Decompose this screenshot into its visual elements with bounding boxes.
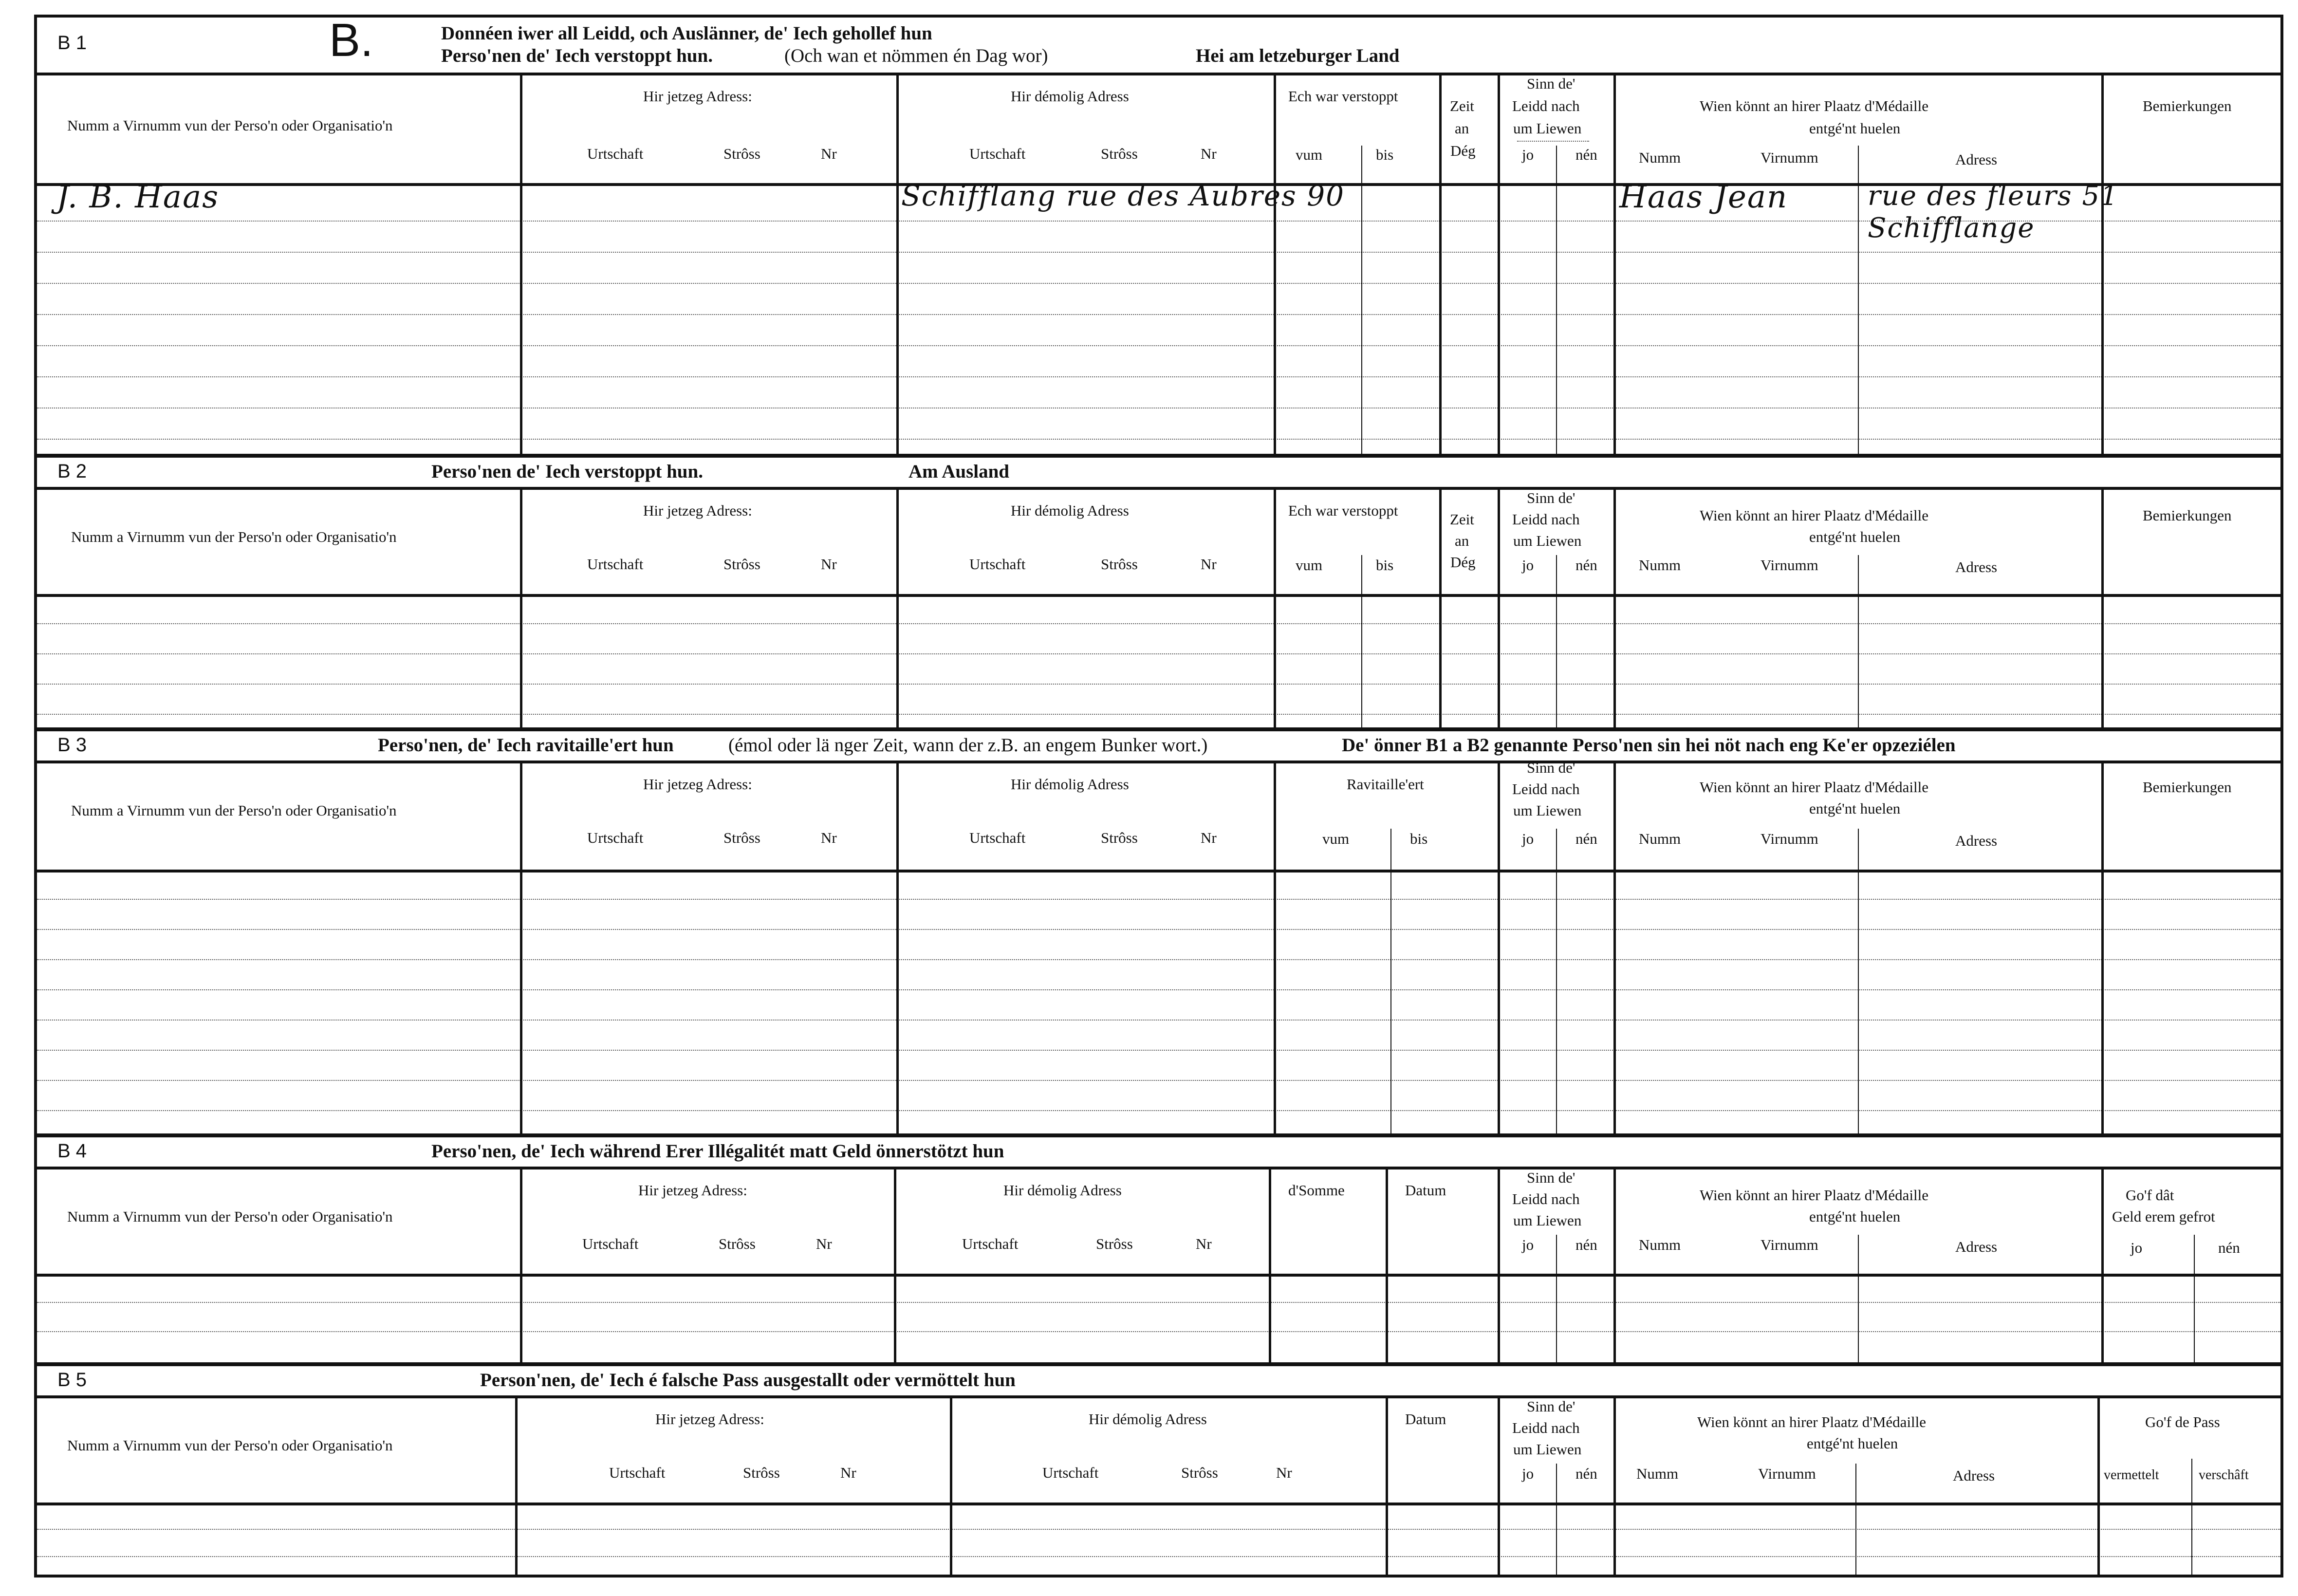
b1-h-for-str: Strôss [1101, 145, 1138, 162]
b5-h-jo: jo [1522, 1465, 1534, 1482]
b1-h-current: Hir jetzeg Adress: [643, 88, 752, 105]
section-b3-title-bar [37, 731, 2280, 763]
b1-h-former: Hir démolig Adress [1011, 88, 1129, 105]
section-b1-title-line1: Donnéen iwer all Leidd, och Auslänner, de' Iech gehollef hun [441, 23, 932, 44]
b3-h-jo: jo [1522, 830, 1534, 847]
b4-h-cur-nr: Nr [816, 1235, 832, 1252]
section-b1-title-line2b: (Och wan et nömmen én Dag wor) [784, 45, 1048, 66]
b1-h-numm: Numm [1639, 149, 1681, 166]
section-b1-header [37, 73, 2280, 186]
b1-h-jo: jo [1522, 146, 1534, 163]
section-b2-title: Perso'nen de' Iech verstoppt hun. [431, 461, 703, 482]
section-b5-id: B 5 [57, 1369, 87, 1391]
b3-h-adress: Adress [1955, 832, 1998, 849]
b2-h-zeit1: Zeit [1450, 511, 1474, 528]
section-b2-id: B 2 [57, 461, 87, 482]
b2-h-sinn3: um Liewen [1513, 532, 1582, 549]
b4-h-medal1: Wien könnt an hirer Plaatz d'Médaille [1700, 1187, 1929, 1204]
b4-h-somme: d'Somme [1288, 1182, 1345, 1199]
b3-h-medal2: entgé'nt huelen [1809, 800, 1901, 817]
b4-h-datum: Datum [1405, 1182, 1446, 1199]
section-b2-header [37, 487, 2280, 597]
section-b1-rows [37, 179, 2280, 454]
section-b3-title-b: (émol oder lä nger Zeit, wann der z.B. an engem Bunker wort.) [728, 735, 1208, 756]
b5-h-gof-pass: Go'f de Pass [2145, 1413, 2220, 1430]
section-b3-header [37, 761, 2280, 872]
b1-h-virnumm: Virnumm [1761, 149, 1818, 166]
section-b5-title-bar [37, 1366, 2280, 1398]
b1-entry-former-address: Schifflang rue des Aubres 90 [901, 179, 1345, 212]
section-b2 [37, 454, 2280, 727]
b3-h-for-urt: Urtschaft [969, 829, 1026, 846]
section-b3-title: Perso'nen, de' Iech ravitaille'ert hun [378, 735, 674, 756]
b1-h-zeit2: an [1455, 120, 1469, 137]
section-b4-title-bar [37, 1137, 2280, 1169]
b2-h-cur-str: Strôss [723, 556, 760, 573]
b4-h-virnumm: Virnumm [1761, 1236, 1818, 1253]
b5-h-sinn1: Sinn de' [1527, 1398, 1575, 1415]
b2-h-remarks: Bemierkungen [2143, 507, 2232, 524]
b1-h-for-nr: Nr [1201, 145, 1217, 162]
b3-h-former: Hir démolig Adress [1011, 776, 1129, 793]
b1-h-sinn3: um Liewen [1513, 120, 1582, 137]
b5-h-datum: Datum [1405, 1410, 1446, 1428]
b5-h-sinn3: um Liewen [1513, 1441, 1582, 1458]
section-b4-header [37, 1167, 2280, 1277]
section-b3-id: B 3 [57, 734, 87, 756]
b2-h-virnumm: Virnumm [1761, 557, 1818, 574]
b5-h-name: Numm a Virnumm vun der Perso'n oder Organisatio'n [67, 1437, 393, 1454]
b5-h-for-urt: Urtschaft [1042, 1464, 1099, 1481]
b2-h-medal2: entgé'nt huelen [1809, 528, 1901, 545]
b2-h-for-str: Strôss [1101, 556, 1138, 573]
b5-h-former: Hir démolig Adress [1089, 1410, 1207, 1428]
section-b2-title-b: Am Ausland [908, 461, 1009, 482]
section-b1-id: B 1 [57, 32, 87, 54]
section-b1-title-line2c: Hei am letzeburger Land [1196, 45, 1400, 66]
b2-h-name: Numm a Virnumm vun der Perso'n oder Organisatio'n [71, 528, 397, 545]
b2-h-adress: Adress [1955, 558, 1998, 575]
b1-entry-name: J. B. Haas [56, 179, 220, 215]
b2-h-zeit2: an [1455, 532, 1469, 549]
b3-h-medal1: Wien könnt an hirer Plaatz d'Médaille [1700, 779, 1929, 796]
b3-h-remarks: Bemierkungen [2143, 779, 2232, 796]
b4-h-gof-geld2: Geld erem gefrot [2112, 1208, 2215, 1225]
b2-h-bis: bis [1376, 557, 1394, 574]
section-b4-id: B 4 [57, 1140, 87, 1162]
b2-h-former: Hir démolig Adress [1011, 502, 1129, 519]
b1-h-for-urt: Urtschaft [969, 145, 1026, 162]
b5-h-current: Hir jetzeg Adress: [655, 1410, 764, 1428]
form [34, 15, 2283, 1577]
b2-h-medal1: Wien könnt an hirer Plaatz d'Médaille [1700, 507, 1929, 524]
b5-h-verschaft: verschâft [2199, 1467, 2249, 1483]
section-b4 [37, 1133, 2280, 1362]
section-b1 [37, 14, 2280, 454]
b1-h-medal1: Wien könnt an hirer Plaatz d'Médaille [1700, 97, 1929, 114]
b5-h-cur-urt: Urtschaft [609, 1464, 666, 1481]
section-b3-title-c: De' önner B1 a B2 genannte Perso'nen sin hei nöt nach eng Ke'er opzeziélen [1342, 735, 1956, 756]
b1-h-cur-urt: Urtschaft [587, 145, 644, 162]
b1-h-adress: Adress [1955, 151, 1998, 168]
b4-h-sinn1: Sinn de' [1527, 1169, 1575, 1186]
section-b1-letter: B. [329, 14, 373, 66]
b3-h-cur-urt: Urtschaft [587, 829, 644, 846]
b4-h-gof-jo: jo [2131, 1239, 2143, 1256]
b4-h-for-str: Strôss [1096, 1235, 1133, 1252]
b5-h-sinn2: Leidd nach [1512, 1419, 1580, 1436]
b3-h-for-nr: Nr [1201, 829, 1217, 846]
b5-h-for-nr: Nr [1276, 1464, 1292, 1481]
b4-h-current: Hir jetzeg Adress: [638, 1182, 747, 1199]
b5-h-nen: nén [1575, 1465, 1597, 1482]
b5-h-medal1: Wien könnt an hirer Plaatz d'Médaille [1697, 1413, 1927, 1430]
b2-h-sinn1: Sinn de' [1527, 489, 1575, 506]
b1-entry-medal-address1: rue des fleurs 51 [1868, 180, 2119, 212]
b3-h-cur-str: Strôss [723, 829, 760, 846]
section-b3-rows [37, 870, 2280, 1133]
b3-h-numm: Numm [1639, 830, 1681, 847]
b1-h-bis: bis [1376, 146, 1394, 163]
b1-h-hidden: Ech war verstoppt [1288, 88, 1398, 105]
b3-h-sinn2: Leidd nach [1512, 780, 1580, 798]
b5-h-cur-nr: Nr [840, 1464, 856, 1481]
b2-h-for-nr: Nr [1201, 556, 1217, 573]
section-b2-rows [37, 594, 2280, 727]
b5-h-cur-str: Strôss [743, 1464, 780, 1481]
b1-entry-medal-address2: Schifflange [1868, 212, 2035, 244]
b3-h-sinn1: Sinn de' [1527, 759, 1575, 776]
b1-h-cur-str: Strôss [723, 145, 760, 162]
section-b4-title: Perso'nen, de' Iech während Erer Illégalitét matt Geld önnerstötzt hun [431, 1141, 1004, 1162]
section-b1-title-bar [37, 14, 2280, 75]
b4-h-jo: jo [1522, 1236, 1534, 1253]
section-b2-title-bar [37, 458, 2280, 490]
section-b5 [37, 1362, 2280, 1575]
b5-h-virnumm: Virnumm [1758, 1465, 1816, 1482]
b3-h-cur-nr: Nr [821, 829, 837, 846]
b4-h-gof-geld1: Go'f dât [2126, 1187, 2174, 1204]
b1-h-nen: nén [1575, 146, 1597, 163]
b4-h-sinn3: um Liewen [1513, 1212, 1582, 1229]
b5-h-numm: Numm [1636, 1465, 1679, 1482]
b2-h-current: Hir jetzeg Adress: [643, 502, 752, 519]
b1-h-medal2: entgé'nt huelen [1809, 120, 1901, 137]
section-b5-title: Person'nen, de' Iech é falsche Pass ausgestallt oder vermöttelt hun [480, 1370, 1016, 1391]
b1-h-cur-nr: Nr [821, 145, 837, 162]
section-b3 [37, 727, 2280, 1133]
b2-h-sinn2: Leidd nach [1512, 511, 1580, 528]
b4-h-name: Numm a Virnumm vun der Perso'n oder Organisatio'n [67, 1208, 393, 1225]
b4-h-gof-nen: nén [2218, 1239, 2240, 1256]
b2-h-zeit3: Dég [1450, 554, 1476, 571]
b2-h-numm: Numm [1639, 557, 1681, 574]
b1-h-sinn1: Sinn de' [1527, 75, 1575, 92]
b4-h-cur-urt: Urtschaft [582, 1235, 639, 1252]
b5-h-vermettelt: vermettelt [2104, 1467, 2159, 1483]
b4-h-cur-str: Strôss [719, 1235, 756, 1252]
b4-h-adress: Adress [1955, 1238, 1998, 1255]
b4-h-nen: nén [1575, 1236, 1597, 1253]
b2-h-jo: jo [1522, 557, 1534, 574]
b3-h-current: Hir jetzeg Adress: [643, 776, 752, 793]
b1-h-remarks: Bemierkungen [2143, 97, 2232, 114]
b2-h-vum: vum [1296, 557, 1323, 574]
b3-h-bis: bis [1410, 830, 1428, 847]
b4-h-medal2: entgé'nt huelen [1809, 1208, 1901, 1225]
b4-h-for-urt: Urtschaft [962, 1235, 1019, 1252]
b3-h-for-str: Strôss [1101, 829, 1138, 846]
b3-h-virnumm: Virnumm [1761, 830, 1818, 847]
b1-entry-medal-name: Haas Jean [1619, 179, 1788, 215]
b1-h-sinn2: Leidd nach [1512, 97, 1580, 114]
b4-h-for-nr: Nr [1196, 1235, 1212, 1252]
b4-h-sinn2: Leidd nach [1512, 1190, 1580, 1207]
b3-h-nen: nén [1575, 830, 1597, 847]
b5-h-medal2: entgé'nt huelen [1807, 1435, 1898, 1452]
b4-h-numm: Numm [1639, 1236, 1681, 1253]
b4-h-former: Hir démolig Adress [1003, 1182, 1122, 1199]
section-b1-title-line2: Perso'nen de' Iech verstoppt hun. [441, 45, 713, 66]
b3-h-ravitaillert: Ravitaille'ert [1347, 776, 1424, 793]
b3-h-sinn3: um Liewen [1513, 802, 1582, 819]
section-b4-rows [37, 1274, 2280, 1362]
b5-h-for-str: Strôss [1181, 1464, 1218, 1481]
b1-h-zeit1: Zeit [1450, 97, 1474, 114]
b2-h-cur-nr: Nr [821, 556, 837, 573]
b1-h-zeit3: Dég [1450, 142, 1476, 159]
b5-h-adress: Adress [1953, 1467, 1995, 1484]
section-b5-header [37, 1395, 2280, 1505]
section-b5-rows [37, 1503, 2280, 1575]
b2-h-for-urt: Urtschaft [969, 556, 1026, 573]
b1-h-name: Numm a Virnumm vun der Perso'n oder Organisatio'n [67, 117, 393, 134]
b1-h-vum: vum [1296, 146, 1323, 163]
b2-h-hidden: Ech war verstoppt [1288, 502, 1398, 519]
b2-h-cur-urt: Urtschaft [587, 556, 644, 573]
b2-h-nen: nén [1575, 557, 1597, 574]
b3-h-vum: vum [1322, 830, 1350, 847]
b3-h-name: Numm a Virnumm vun der Perso'n oder Organisatio'n [71, 802, 397, 819]
